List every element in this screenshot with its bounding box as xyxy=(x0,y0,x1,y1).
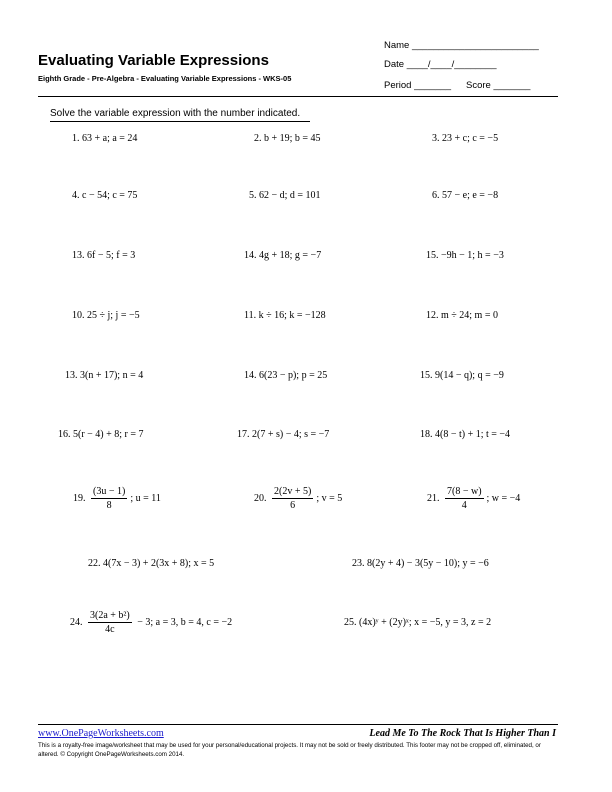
period-field[interactable]: Period _______ xyxy=(384,80,452,91)
footer-copyright-note: This is a royalty-free image/worksheet that may be used for your personal/educational projects. It may not be sold or freely distributed. This footer may not be cropped off, eliminated, or altered. © Copyright OnePageWorksheets.com 2014. xyxy=(38,742,541,758)
page-subtitle: Eighth Grade - Pre-Algebra - Evaluating Variable Expressions - WKS-05 xyxy=(38,74,292,83)
instructions-underline xyxy=(50,121,310,122)
problem-1: 1. 63 + a; a = 24 xyxy=(72,133,138,144)
problem-5: 5. 62 − d; d = 101 xyxy=(249,190,321,201)
problem-22: 22. 4(7x − 3) + 2(3x + 8); x = 5 xyxy=(88,558,215,569)
problem-15b: 15. 9(14 − q); q = −9 xyxy=(420,370,504,381)
problem-12: 12. m ÷ 24; m = 0 xyxy=(426,310,498,321)
problem-18: 18. 4(8 − t) + 1; t = −4 xyxy=(420,429,511,440)
problem-2: 2. b + 19; b = 45 xyxy=(254,133,321,144)
problem-10: 10. 25 ÷ j; j = −5 xyxy=(72,310,140,321)
problem-14b: 14. 6(23 − p); p = 25 xyxy=(244,370,328,381)
name-field[interactable]: Name ________________________ xyxy=(384,40,539,51)
instructions: Solve the variable expression with the number indicated. xyxy=(50,108,301,119)
problem-19: 19. $\frac{(3u - 1)}{8}$ ; u = 11 xyxy=(73,486,161,511)
footer-divider xyxy=(38,724,558,725)
problem-13b: 13. 3(n + 17); n = 4 xyxy=(65,370,144,381)
page-title: Evaluating Variable Expressions xyxy=(38,52,269,69)
fraction-24: $\frac{\text{3(2a + b²)}}{4c}$ xyxy=(90,610,130,635)
score-field[interactable]: Score _______ xyxy=(466,80,531,91)
date-field[interactable]: Date ____/____/________ xyxy=(384,59,497,70)
header-divider xyxy=(38,96,558,97)
problem-15a: 15. −9h − 1; h = −3 xyxy=(426,250,504,261)
problem-11: 11. k ÷ 16; k = −128 xyxy=(244,310,326,321)
fraction-19: $\frac{(3u - 1)}{8}$ xyxy=(93,486,126,511)
problem-3: 3. 23 + c; c = −5 xyxy=(432,133,499,144)
problem-21: 21. $\frac{7(8 - w)}{4}$ ; w = −4 xyxy=(427,486,521,511)
problem-4: 4. c − 54; c = 75 xyxy=(72,190,138,201)
fraction-20: $\frac{2(2v + 5)}{6}$ xyxy=(274,486,312,511)
footer-motto: Lead Me To The Rock That Is Higher Than I xyxy=(369,728,556,739)
problem-14a: 14. 4g + 18; g = −7 xyxy=(244,250,322,261)
problem-16: 16. 5(r − 4) + 8; r = 7 xyxy=(58,429,144,440)
footer-website-link[interactable]: www.OnePageWorksheets.com xyxy=(38,728,164,739)
problem-6: 6. 57 − e; e = −8 xyxy=(432,190,499,201)
problem-25: 25. (4x)ʸ + (2y)ˣ; x = −5, y = 3, z = 2 xyxy=(344,617,492,628)
problem-13a: 13. 6f − 5; f = 3 xyxy=(72,250,136,261)
problem-17: 17. 2(7 + s) − 4; s = −7 xyxy=(237,429,330,440)
problem-23: 23. 8(2y + 4) − 3(5y − 10); y = −6 xyxy=(352,558,489,569)
problem-20: 20. $\frac{2(2v + 5)}{6}$ ; v = 5 xyxy=(254,486,343,511)
fraction-21: $\frac{7(8 - w)}{4}$ xyxy=(447,486,482,511)
problem-24: 24. $\frac{\text{3(2a + b²)}}{4c}$ − 3; a = 3, b = 4, c = −2 xyxy=(70,610,233,635)
